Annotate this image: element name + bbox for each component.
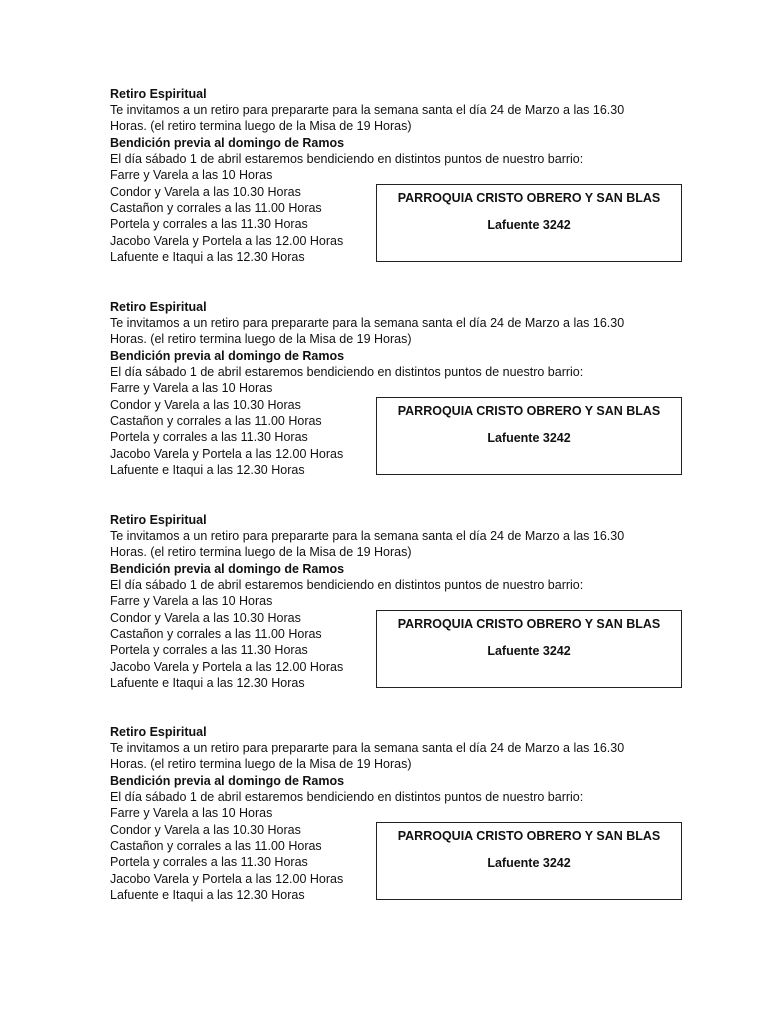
parish-address: Lafuente 3242 <box>487 431 571 445</box>
parish-box <box>376 822 682 900</box>
blessing-heading: Bendición previa al domingo de Ramos <box>110 136 345 150</box>
flyer <box>110 724 690 924</box>
schedule-item: Lafuente e Itaqui a las 12.30 Horas <box>110 463 305 477</box>
schedule-item: Lafuente e Itaqui a las 12.30 Horas <box>110 676 305 690</box>
parish-address: Lafuente 3242 <box>487 644 571 658</box>
schedule-item: Condor y Varela a las 10.30 Horas <box>110 611 301 625</box>
schedule-item: Portela y corrales a las 11.30 Horas <box>110 855 308 869</box>
parish-box <box>376 184 682 262</box>
blessing-heading: Bendición previa al domingo de Ramos <box>110 562 345 576</box>
schedule-item: Castañon y corrales a las 11.00 Horas <box>110 414 322 428</box>
retreat-heading: Retiro Espiritual <box>110 513 207 527</box>
retreat-heading: Retiro Espiritual <box>110 725 207 739</box>
parish-name: PARROQUIA CRISTO OBRERO Y SAN BLAS <box>397 191 661 205</box>
schedule-item: Jacobo Varela y Portela a las 12.00 Horas <box>110 447 344 461</box>
blessing-heading: Bendición previa al domingo de Ramos <box>110 349 345 363</box>
schedule-item: Portela y corrales a las 11.30 Horas <box>110 430 308 444</box>
schedule-item: Jacobo Varela y Portela a las 12.00 Horas <box>110 234 344 248</box>
schedule-item: Lafuente e Itaqui a las 12.30 Horas <box>110 250 305 264</box>
schedule-item: Condor y Varela a las 10.30 Horas <box>110 823 301 837</box>
flyer <box>110 86 690 286</box>
parish-box <box>376 397 682 475</box>
schedule-item: Castañon y corrales a las 11.00 Horas <box>110 627 322 641</box>
parish-address: Lafuente 3242 <box>487 218 571 232</box>
schedule-item: Condor y Varela a las 10.30 Horas <box>110 185 301 199</box>
schedule-item: Castañon y corrales a las 11.00 Horas <box>110 839 322 853</box>
parish-name: PARROQUIA CRISTO OBRERO Y SAN BLAS <box>397 617 661 631</box>
invite-text-line-1: Te invitamos a un retiro para prepararte para la semana santa el día 24 de Marzo a las 16.30 <box>110 316 625 330</box>
schedule-item: Castañon y corrales a las 11.00 Horas <box>110 201 322 215</box>
retreat-heading: Retiro Espiritual <box>110 87 207 101</box>
schedule-item: Lafuente e Itaqui a las 12.30 Horas <box>110 888 305 902</box>
flyer <box>110 512 690 712</box>
schedule-item: Condor y Varela a las 10.30 Horas <box>110 398 301 412</box>
schedule-item: Farre y Varela a las 10 Horas <box>110 381 273 395</box>
blessing-heading: Bendición previa al domingo de Ramos <box>110 774 345 788</box>
schedule-item: Farre y Varela a las 10 Horas <box>110 594 273 608</box>
parish-name: PARROQUIA CRISTO OBRERO Y SAN BLAS <box>397 829 661 843</box>
invite-text-line-1: Te invitamos a un retiro para prepararte para la semana santa el día 24 de Marzo a las 16.30 <box>110 103 625 117</box>
schedule-item: Farre y Varela a las 10 Horas <box>110 168 273 182</box>
invite-text-line-2: Horas. (el retiro termina luego de la Misa de 19 Horas) <box>110 119 412 133</box>
blessing-intro: El día sábado 1 de abril estaremos bendiciendo en distintos puntos de nuestro barrio: <box>110 152 584 166</box>
invite-text-line-1: Te invitamos a un retiro para prepararte para la semana santa el día 24 de Marzo a las 16.30 <box>110 741 625 755</box>
invite-text-line-1: Te invitamos a un retiro para prepararte para la semana santa el día 24 de Marzo a las 16.30 <box>110 529 625 543</box>
retreat-heading: Retiro Espiritual <box>110 300 207 314</box>
parish-address: Lafuente 3242 <box>487 856 571 870</box>
invite-text-line-2: Horas. (el retiro termina luego de la Misa de 19 Horas) <box>110 757 412 771</box>
schedule-item: Jacobo Varela y Portela a las 12.00 Horas <box>110 660 344 674</box>
blessing-intro: El día sábado 1 de abril estaremos bendiciendo en distintos puntos de nuestro barrio: <box>110 790 584 804</box>
flyer <box>110 299 690 499</box>
schedule-item: Portela y corrales a las 11.30 Horas <box>110 217 308 231</box>
schedule-item: Portela y corrales a las 11.30 Horas <box>110 643 308 657</box>
schedule-item: Jacobo Varela y Portela a las 12.00 Horas <box>110 872 344 886</box>
blessing-intro: El día sábado 1 de abril estaremos bendiciendo en distintos puntos de nuestro barrio: <box>110 365 584 379</box>
invite-text-line-2: Horas. (el retiro termina luego de la Misa de 19 Horas) <box>110 545 412 559</box>
parish-box <box>376 610 682 688</box>
parish-name: PARROQUIA CRISTO OBRERO Y SAN BLAS <box>397 404 661 418</box>
schedule-item: Farre y Varela a las 10 Horas <box>110 806 273 820</box>
invite-text-line-2: Horas. (el retiro termina luego de la Misa de 19 Horas) <box>110 332 412 346</box>
blessing-intro: El día sábado 1 de abril estaremos bendiciendo en distintos puntos de nuestro barrio: <box>110 578 584 592</box>
